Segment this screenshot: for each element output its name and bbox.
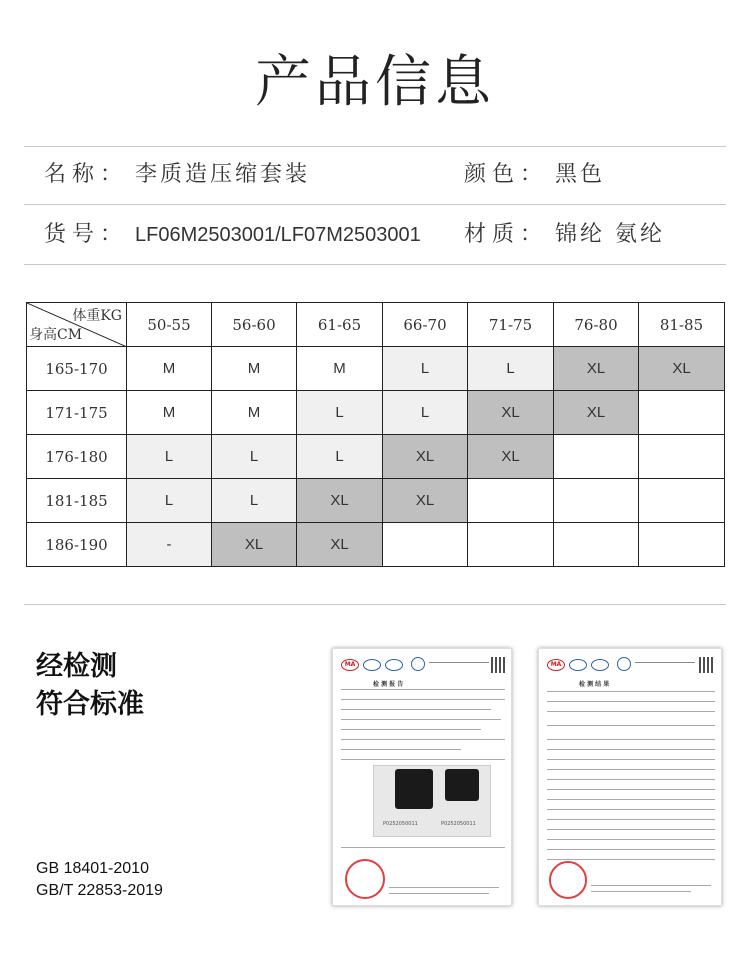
size-header-row xyxy=(27,303,725,347)
size-cell: M xyxy=(127,391,212,435)
size-corner-cell xyxy=(27,303,127,347)
size-row xyxy=(27,435,725,479)
standard-2: GB/T 22853-2019 xyxy=(36,882,163,899)
report-rule xyxy=(547,749,715,750)
color-label: 颜色： xyxy=(464,162,549,187)
size-row xyxy=(27,391,725,435)
report-rule xyxy=(547,839,715,840)
qr-code-icon xyxy=(699,657,715,673)
report-rule xyxy=(341,749,461,750)
product-color xyxy=(464,146,605,204)
report-rule xyxy=(341,739,505,740)
height-range-cell: 171-175 xyxy=(27,391,127,435)
product-material xyxy=(464,206,665,264)
report-rule xyxy=(341,847,505,848)
test-report-image-2 xyxy=(538,648,722,906)
size-cell xyxy=(468,479,554,523)
product-sku xyxy=(44,206,421,264)
report-title: 检 测 结 果 xyxy=(579,681,610,688)
size-cell: XL xyxy=(554,347,639,391)
height-range-cell: 186-190 xyxy=(27,523,127,567)
material-value: 锦纶 氨纶 xyxy=(555,222,666,247)
product-name xyxy=(44,146,310,204)
height-axis-label: 身高CM xyxy=(29,327,83,343)
standard-1: GB 18401-2010 xyxy=(36,860,149,877)
cnas-logo-icon xyxy=(385,659,403,671)
report-footer xyxy=(591,885,711,886)
name-label: 名称： xyxy=(44,162,129,187)
size-cell: L xyxy=(212,435,297,479)
size-cell: L xyxy=(127,479,212,523)
size-cell: XL xyxy=(297,479,383,523)
height-range-cell: 181-185 xyxy=(27,479,127,523)
size-cell: XL xyxy=(468,391,554,435)
report-rule xyxy=(341,729,481,730)
inspection-heading xyxy=(36,648,144,724)
red-seal-stamp xyxy=(549,861,587,899)
red-seal-stamp xyxy=(345,859,385,899)
report-rule xyxy=(547,779,715,780)
size-cell: XL xyxy=(639,347,725,391)
sample-bottom-garment xyxy=(445,769,479,801)
divider xyxy=(24,264,726,265)
report-footer xyxy=(591,891,691,892)
divider xyxy=(24,604,726,605)
size-cell xyxy=(639,523,725,567)
inspection-heading-line1: 经检测 xyxy=(36,651,117,682)
report-rule xyxy=(547,829,715,830)
height-range-cell: 176-180 xyxy=(27,435,127,479)
material-label: 材质： xyxy=(464,222,549,247)
info-row-sku-material xyxy=(24,206,726,264)
report-rule xyxy=(341,719,501,720)
report-rule xyxy=(547,819,715,820)
size-cell: M xyxy=(127,347,212,391)
sample-tag-2: P0252050011 xyxy=(441,821,476,827)
report-title: 检 测 报 告 xyxy=(373,681,404,688)
cnas-logo-icon xyxy=(591,659,609,671)
report-rule xyxy=(547,725,715,726)
report-rule xyxy=(341,759,505,760)
report-org-name xyxy=(429,662,489,663)
report-rule xyxy=(547,799,715,800)
inspection-heading-line2: 符合标准 xyxy=(36,689,144,720)
color-value: 黑色 xyxy=(555,162,606,187)
weight-header: 71-75 xyxy=(468,303,554,347)
report-rule xyxy=(547,691,715,692)
cma-logo-icon: MA xyxy=(547,659,565,671)
report-rule xyxy=(341,709,491,710)
report-rule xyxy=(547,809,715,810)
size-cell xyxy=(383,523,468,567)
size-cell xyxy=(639,435,725,479)
size-cell: M xyxy=(297,347,383,391)
size-cell: L xyxy=(127,435,212,479)
report-rule xyxy=(547,701,715,702)
size-cell: XL xyxy=(468,435,554,479)
weight-axis-label: 体重KG xyxy=(72,308,122,324)
report-footer xyxy=(389,887,499,888)
size-cell xyxy=(554,435,639,479)
size-cell: M xyxy=(212,347,297,391)
sample-tag-1: P0252050011 xyxy=(383,821,418,827)
report-rule xyxy=(547,759,715,760)
size-cell: L xyxy=(297,391,383,435)
report-rule xyxy=(547,849,715,850)
info-row-name-color xyxy=(24,146,726,204)
report-org-name xyxy=(635,662,695,663)
cma-logo-icon: MA xyxy=(341,659,359,671)
size-cell: XL xyxy=(554,391,639,435)
report-rule xyxy=(547,739,715,740)
height-range-cell: 165-170 xyxy=(27,347,127,391)
size-cell: L xyxy=(383,391,468,435)
size-chart-table xyxy=(26,302,725,567)
sku-label: 货号： xyxy=(44,222,129,247)
size-row xyxy=(27,523,725,567)
size-cell: XL xyxy=(297,523,383,567)
size-cell: L xyxy=(468,347,554,391)
size-row xyxy=(27,347,725,391)
sku-value: LF06M2503001/LF07M2503001 xyxy=(135,224,421,246)
size-cell xyxy=(639,391,725,435)
divider xyxy=(24,204,726,205)
size-cell xyxy=(554,479,639,523)
size-cell xyxy=(554,523,639,567)
weight-header: 56-60 xyxy=(212,303,297,347)
weight-header: 81-85 xyxy=(639,303,725,347)
name-value: 李质造压缩套装 xyxy=(135,162,311,187)
weight-header: 61-65 xyxy=(297,303,383,347)
size-cell: XL xyxy=(383,435,468,479)
size-cell: XL xyxy=(383,479,468,523)
report-rule xyxy=(547,769,715,770)
page-title: 产品信息 xyxy=(255,50,495,115)
weight-header: 66-70 xyxy=(383,303,468,347)
size-row xyxy=(27,479,725,523)
ilac-logo-icon xyxy=(363,659,381,671)
report-rule xyxy=(547,859,715,860)
testing-center-logo-icon xyxy=(617,657,631,671)
test-report-image-1 xyxy=(332,648,512,906)
testing-center-logo-icon xyxy=(411,657,425,671)
size-cell: XL xyxy=(212,523,297,567)
report-rule xyxy=(547,789,715,790)
report-rule xyxy=(341,699,505,700)
report-rule xyxy=(547,711,715,712)
size-cell: L xyxy=(297,435,383,479)
size-cell xyxy=(639,479,725,523)
size-cell: L xyxy=(383,347,468,391)
size-cell: L xyxy=(212,479,297,523)
sample-top-garment xyxy=(395,769,433,809)
weight-header: 76-80 xyxy=(554,303,639,347)
report-footer xyxy=(389,893,489,894)
qr-code-icon xyxy=(491,657,507,673)
size-cell: M xyxy=(212,391,297,435)
report-rule xyxy=(341,689,505,690)
ilac-logo-icon xyxy=(569,659,587,671)
size-cell: - xyxy=(127,523,212,567)
size-cell xyxy=(468,523,554,567)
weight-header: 50-55 xyxy=(127,303,212,347)
